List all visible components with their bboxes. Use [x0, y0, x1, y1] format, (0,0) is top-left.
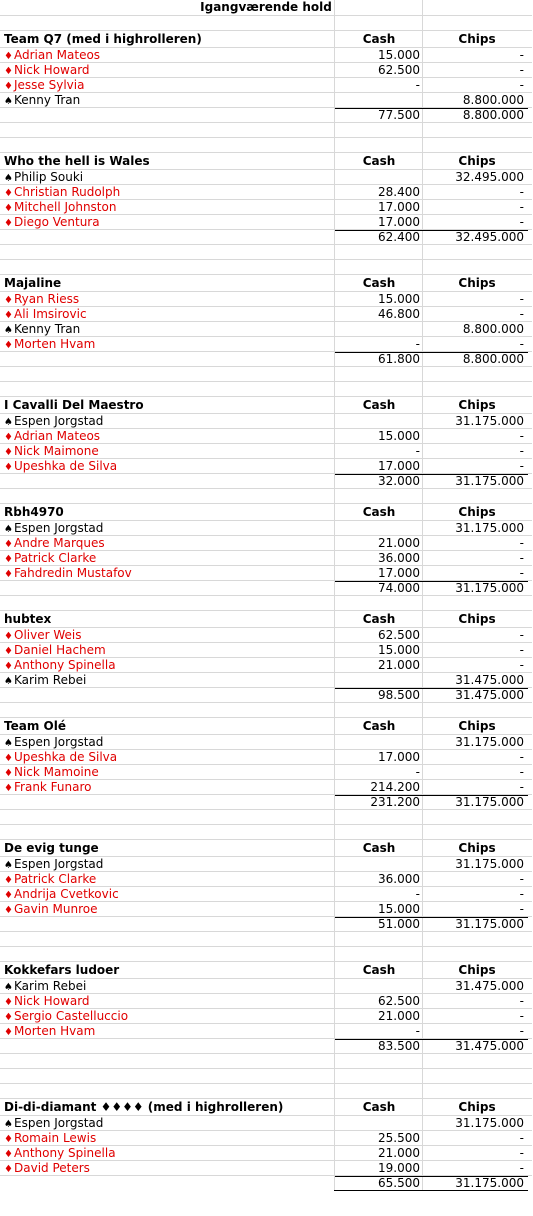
total-cash: 51.000	[378, 917, 420, 931]
player-name: Jesse Sylvia	[14, 78, 85, 92]
diamond-icon: ♦	[4, 218, 13, 229]
diamond-icon: ♦	[4, 1149, 13, 1160]
player-row	[0, 535, 532, 550]
team-name: Rbh4970	[4, 505, 64, 519]
player-row	[0, 458, 532, 473]
diamond-icon: ♦	[4, 81, 13, 92]
chips-value: -	[519, 1009, 524, 1023]
cash-value: 17.000	[378, 750, 420, 764]
chips-value: -	[519, 750, 524, 764]
total-cash: 83.500	[378, 1039, 420, 1053]
chips-value: -	[519, 78, 524, 92]
player-name: Espen Jorgstad	[14, 521, 104, 535]
player-name: Espen Jorgstad	[14, 1116, 104, 1130]
cash-header: Cash	[362, 1100, 396, 1114]
chips-value: -	[519, 185, 524, 199]
player-name: Diego Ventura	[14, 215, 100, 229]
player-name: Anthony Spinella	[14, 1146, 116, 1160]
diamond-icon: ♦	[4, 447, 13, 458]
cash-header: Cash	[362, 32, 396, 46]
cash-header: Cash	[362, 719, 396, 733]
player-name: Upeshka de Silva	[14, 750, 118, 764]
player-name: Morten Hvam	[14, 337, 96, 351]
chips-header: Chips	[458, 276, 496, 290]
spade-icon: ♠	[4, 1119, 13, 1130]
player-row	[0, 169, 532, 184]
cash-value: 36.000	[378, 551, 420, 565]
cash-value: 46.800	[378, 307, 420, 321]
total-chips: 32.495.000	[455, 230, 524, 244]
spade-icon: ♠	[4, 982, 13, 993]
team-name: Di-di-diamant ♦♦♦♦ (med i highrolleren)	[4, 1100, 284, 1114]
spade-icon: ♠	[4, 860, 13, 871]
total-chips: 31.175.000	[455, 795, 524, 809]
chips-value: -	[519, 902, 524, 916]
player-row	[0, 1130, 532, 1145]
chips-value: -	[519, 994, 524, 1008]
player-name: Oliver Weis	[14, 628, 82, 642]
player-name: Ali Imsirovic	[14, 307, 87, 321]
cash-value: 17.000	[378, 459, 420, 473]
cash-value: 62.500	[378, 994, 420, 1008]
spade-icon: ♠	[4, 173, 13, 184]
diamond-icon: ♦	[4, 646, 13, 657]
cash-value: 21.000	[378, 1009, 420, 1023]
player-row	[0, 47, 532, 62]
team-header-row	[0, 152, 532, 169]
team-name: Team Q7 (med i highrolleren)	[4, 32, 202, 46]
player-row	[0, 184, 532, 199]
team-name: Who the hell is Wales	[4, 154, 150, 168]
cash-value: -	[415, 444, 420, 458]
total-chips: 8.800.000	[462, 108, 524, 122]
player-name: Adrian Mateos	[14, 48, 101, 62]
total-row	[0, 229, 532, 244]
player-name: Gavin Munroe	[14, 902, 98, 916]
empty-row	[0, 244, 532, 259]
diamond-icon: ♦	[4, 1164, 13, 1175]
chips-value: -	[519, 292, 524, 306]
cash-value: 17.000	[378, 215, 420, 229]
player-row	[0, 1008, 532, 1023]
chips-header: Chips	[458, 963, 496, 977]
spade-icon: ♠	[4, 325, 13, 336]
chips-value: -	[519, 1146, 524, 1160]
cash-value: 15.000	[378, 643, 420, 657]
player-row	[0, 428, 532, 443]
total-double-rule	[334, 1190, 528, 1191]
chips-header: Chips	[458, 612, 496, 626]
team-header-row	[0, 503, 532, 520]
chips-value: -	[519, 215, 524, 229]
team-name: hubtex	[4, 612, 52, 626]
team-header-row	[0, 839, 532, 856]
chips-value: -	[519, 643, 524, 657]
total-chips: 31.175.000	[455, 581, 524, 595]
diamond-icon: ♦	[4, 905, 13, 916]
team-name: Majaline	[4, 276, 62, 290]
cash-value: 28.400	[378, 185, 420, 199]
spade-icon: ♠	[4, 738, 13, 749]
cash-value: 19.000	[378, 1161, 420, 1175]
total-cash: 32.000	[378, 474, 420, 488]
chips-value: -	[519, 887, 524, 901]
chips-value: 31.475.000	[455, 979, 524, 993]
diamond-icon: ♦	[4, 753, 13, 764]
player-row	[0, 856, 532, 871]
chips-value: -	[519, 1161, 524, 1175]
chips-value: -	[519, 48, 524, 62]
chips-value: -	[519, 551, 524, 565]
total-cash: 77.500	[378, 108, 420, 122]
title-row	[0, 0, 532, 15]
chips-value: -	[519, 1024, 524, 1038]
chips-value: -	[519, 628, 524, 642]
chips-value: -	[519, 1131, 524, 1145]
player-name: Mitchell Johnston	[14, 200, 117, 214]
team-name: I Cavalli Del Maestro	[4, 398, 144, 412]
player-row	[0, 1023, 532, 1038]
player-row	[0, 901, 532, 916]
total-chips: 31.475.000	[455, 1039, 524, 1053]
player-name: Kenny Tran	[14, 322, 81, 336]
total-chips: 8.800.000	[462, 352, 524, 366]
spade-icon: ♠	[4, 417, 13, 428]
player-name: Espen Jorgstad	[14, 414, 104, 428]
chips-header: Chips	[458, 154, 496, 168]
diamond-icon: ♦	[4, 875, 13, 886]
diamond-icon: ♦	[4, 432, 13, 443]
diamond-icon: ♦	[4, 1012, 13, 1023]
player-name: Upeshka de Silva	[14, 459, 118, 473]
total-chips: 31.475.000	[455, 688, 524, 702]
chips-value: -	[519, 429, 524, 443]
player-row	[0, 291, 532, 306]
player-row	[0, 62, 532, 77]
player-row	[0, 306, 532, 321]
total-cash: 61.800	[378, 352, 420, 366]
cash-value: 62.500	[378, 628, 420, 642]
player-name: Nick Howard	[14, 994, 90, 1008]
chips-value: 31.175.000	[455, 857, 524, 871]
total-row	[0, 473, 532, 488]
cash-header: Cash	[362, 154, 396, 168]
spade-icon: ♠	[4, 524, 13, 535]
empty-row	[0, 824, 532, 839]
total-row	[0, 916, 532, 931]
player-row	[0, 520, 532, 535]
player-row	[0, 199, 532, 214]
empty-row	[0, 702, 532, 717]
chips-header: Chips	[458, 719, 496, 733]
diamond-icon: ♦	[4, 340, 13, 351]
chips-header: Chips	[458, 398, 496, 412]
cash-header: Cash	[362, 276, 396, 290]
diamond-icon: ♦	[4, 569, 13, 580]
player-name: Nick Mamoine	[14, 765, 99, 779]
chips-value: 31.475.000	[455, 673, 524, 687]
empty-row	[0, 137, 532, 152]
player-name: Christian Rudolph	[14, 185, 121, 199]
diamond-icon: ♦	[4, 188, 13, 199]
player-name: Adrian Mateos	[14, 429, 101, 443]
team-header-row	[0, 274, 532, 291]
player-row	[0, 734, 532, 749]
sheet-title: Igangværende hold	[200, 0, 332, 14]
diamond-icon: ♦	[4, 1134, 13, 1145]
cash-value: 62.500	[378, 63, 420, 77]
total-row	[0, 107, 532, 122]
player-row	[0, 978, 532, 993]
chips-value: 8.800.000	[462, 322, 524, 336]
total-cash: 65.500	[378, 1176, 420, 1190]
player-row	[0, 413, 532, 428]
player-row	[0, 1145, 532, 1160]
chips-header: Chips	[458, 505, 496, 519]
team-header-row	[0, 1098, 532, 1115]
player-row	[0, 871, 532, 886]
cash-value: 25.500	[378, 1131, 420, 1145]
cash-value: -	[415, 78, 420, 92]
empty-row	[0, 366, 532, 381]
player-name: Nick Maimone	[14, 444, 99, 458]
chips-header: Chips	[458, 841, 496, 855]
player-row	[0, 672, 532, 687]
diamond-icon: ♦	[4, 51, 13, 62]
chips-value: -	[519, 307, 524, 321]
team-header-row	[0, 717, 532, 734]
chips-value: -	[519, 536, 524, 550]
team-name: Kokkefars ludoer	[4, 963, 120, 977]
cash-value: 21.000	[378, 1146, 420, 1160]
empty-row	[0, 122, 532, 137]
total-cash: 231.200	[370, 795, 420, 809]
player-name: Sergio Castelluccio	[14, 1009, 129, 1023]
player-row	[0, 214, 532, 229]
empty-row	[0, 15, 532, 30]
player-name: Morten Hvam	[14, 1024, 96, 1038]
player-name: Karim Rebei	[14, 673, 87, 687]
empty-row	[0, 595, 532, 610]
player-name: Patrick Clarke	[14, 551, 97, 565]
team-name: De evig tunge	[4, 841, 99, 855]
cash-value: 15.000	[378, 902, 420, 916]
player-row	[0, 886, 532, 901]
total-cash: 62.400	[378, 230, 420, 244]
diamond-icon: ♦	[4, 310, 13, 321]
diamond-icon: ♦	[4, 295, 13, 306]
cash-header: Cash	[362, 505, 396, 519]
player-name: Philip Souki	[14, 170, 84, 184]
player-name: Daniel Hachem	[14, 643, 106, 657]
player-row	[0, 321, 532, 336]
player-row	[0, 657, 532, 672]
diamond-icon: ♦	[4, 554, 13, 565]
cash-value: 36.000	[378, 872, 420, 886]
player-row	[0, 443, 532, 458]
chips-value: -	[519, 658, 524, 672]
empty-row	[0, 488, 532, 503]
total-row	[0, 580, 532, 595]
cash-header: Cash	[362, 612, 396, 626]
diamond-icon: ♦	[4, 997, 13, 1008]
player-name: Espen Jorgstad	[14, 857, 104, 871]
total-row	[0, 351, 532, 366]
player-name: Patrick Clarke	[14, 872, 97, 886]
diamond-icon: ♦	[4, 890, 13, 901]
player-row	[0, 92, 532, 107]
diamond-icon: ♦	[4, 1027, 13, 1038]
diamond-icon: ♦	[4, 783, 13, 794]
player-name: Ryan Riess	[14, 292, 80, 306]
player-row	[0, 1160, 532, 1175]
empty-row	[0, 381, 532, 396]
cash-value: -	[415, 1024, 420, 1038]
diamond-icon: ♦	[4, 539, 13, 550]
player-name: Anthony Spinella	[14, 658, 116, 672]
player-name: David Peters	[14, 1161, 90, 1175]
player-row	[0, 779, 532, 794]
diamond-icon: ♦	[4, 66, 13, 77]
diamond-icon: ♦	[4, 203, 13, 214]
chips-value: -	[519, 780, 524, 794]
total-row	[0, 687, 532, 702]
total-row	[0, 1175, 532, 1190]
chips-value: 31.175.000	[455, 521, 524, 535]
teams-container	[0, 30, 532, 1190]
player-name: Andrija Cvetkovic	[14, 887, 119, 901]
total-row	[0, 1038, 532, 1053]
total-chips: 31.175.000	[455, 917, 524, 931]
chips-value: -	[519, 200, 524, 214]
empty-row	[0, 259, 532, 274]
player-row	[0, 336, 532, 351]
chips-value: -	[519, 337, 524, 351]
player-row	[0, 550, 532, 565]
team-header-row	[0, 396, 532, 413]
cash-value: -	[415, 765, 420, 779]
player-name: Frank Funaro	[14, 780, 92, 794]
empty-row	[0, 1083, 532, 1098]
chips-value: 31.175.000	[455, 414, 524, 428]
player-row	[0, 993, 532, 1008]
chips-header: Chips	[458, 1100, 496, 1114]
cash-value: 17.000	[378, 200, 420, 214]
team-header-row	[0, 30, 532, 47]
cash-header: Cash	[362, 398, 396, 412]
player-name: Karim Rebei	[14, 979, 87, 993]
chips-value: -	[519, 765, 524, 779]
cash-header: Cash	[362, 963, 396, 977]
chips-value: 31.175.000	[455, 735, 524, 749]
team-header-row	[0, 610, 532, 627]
diamond-icon: ♦	[4, 462, 13, 473]
cash-value: 15.000	[378, 429, 420, 443]
diamond-icon: ♦	[4, 631, 13, 642]
player-name: Andre Marques	[14, 536, 105, 550]
player-name: Kenny Tran	[14, 93, 81, 107]
total-row	[0, 794, 532, 809]
player-name: Romain Lewis	[14, 1131, 97, 1145]
chips-value: -	[519, 444, 524, 458]
cash-value: 17.000	[378, 566, 420, 580]
player-row	[0, 627, 532, 642]
player-row	[0, 565, 532, 580]
cash-value: 21.000	[378, 658, 420, 672]
player-row	[0, 77, 532, 92]
player-row	[0, 642, 532, 657]
empty-row	[0, 946, 532, 961]
team-name: Team Olé	[4, 719, 66, 733]
cash-value: 15.000	[378, 292, 420, 306]
player-row	[0, 749, 532, 764]
total-cash: 98.500	[378, 688, 420, 702]
empty-row	[0, 931, 532, 946]
player-name: Espen Jorgstad	[14, 735, 104, 749]
player-name: Fahdredin Mustafov	[14, 566, 132, 580]
empty-row	[0, 809, 532, 824]
chips-header: Chips	[458, 32, 496, 46]
chips-value: -	[519, 566, 524, 580]
diamond-icon: ♦	[4, 661, 13, 672]
chips-value: -	[519, 872, 524, 886]
total-chips: 31.175.000	[455, 474, 524, 488]
spade-icon: ♠	[4, 96, 13, 107]
cash-header: Cash	[362, 841, 396, 855]
cash-value: 214.200	[370, 780, 420, 794]
cash-value: 15.000	[378, 48, 420, 62]
cash-value: 21.000	[378, 536, 420, 550]
empty-row	[0, 1068, 532, 1083]
empty-row	[0, 1053, 532, 1068]
diamond-icon: ♦	[4, 768, 13, 779]
spade-icon: ♠	[4, 676, 13, 687]
player-row	[0, 1115, 532, 1130]
chips-value: 8.800.000	[462, 93, 524, 107]
player-row	[0, 764, 532, 779]
cash-value: -	[415, 337, 420, 351]
chips-value: 32.495.000	[455, 170, 524, 184]
total-chips: 31.175.000	[455, 1176, 524, 1190]
team-header-row	[0, 961, 532, 978]
total-cash: 74.000	[378, 581, 420, 595]
chips-value: -	[519, 459, 524, 473]
chips-value: 31.175.000	[455, 1116, 524, 1130]
cash-value: -	[415, 887, 420, 901]
player-name: Nick Howard	[14, 63, 90, 77]
chips-value: -	[519, 63, 524, 77]
